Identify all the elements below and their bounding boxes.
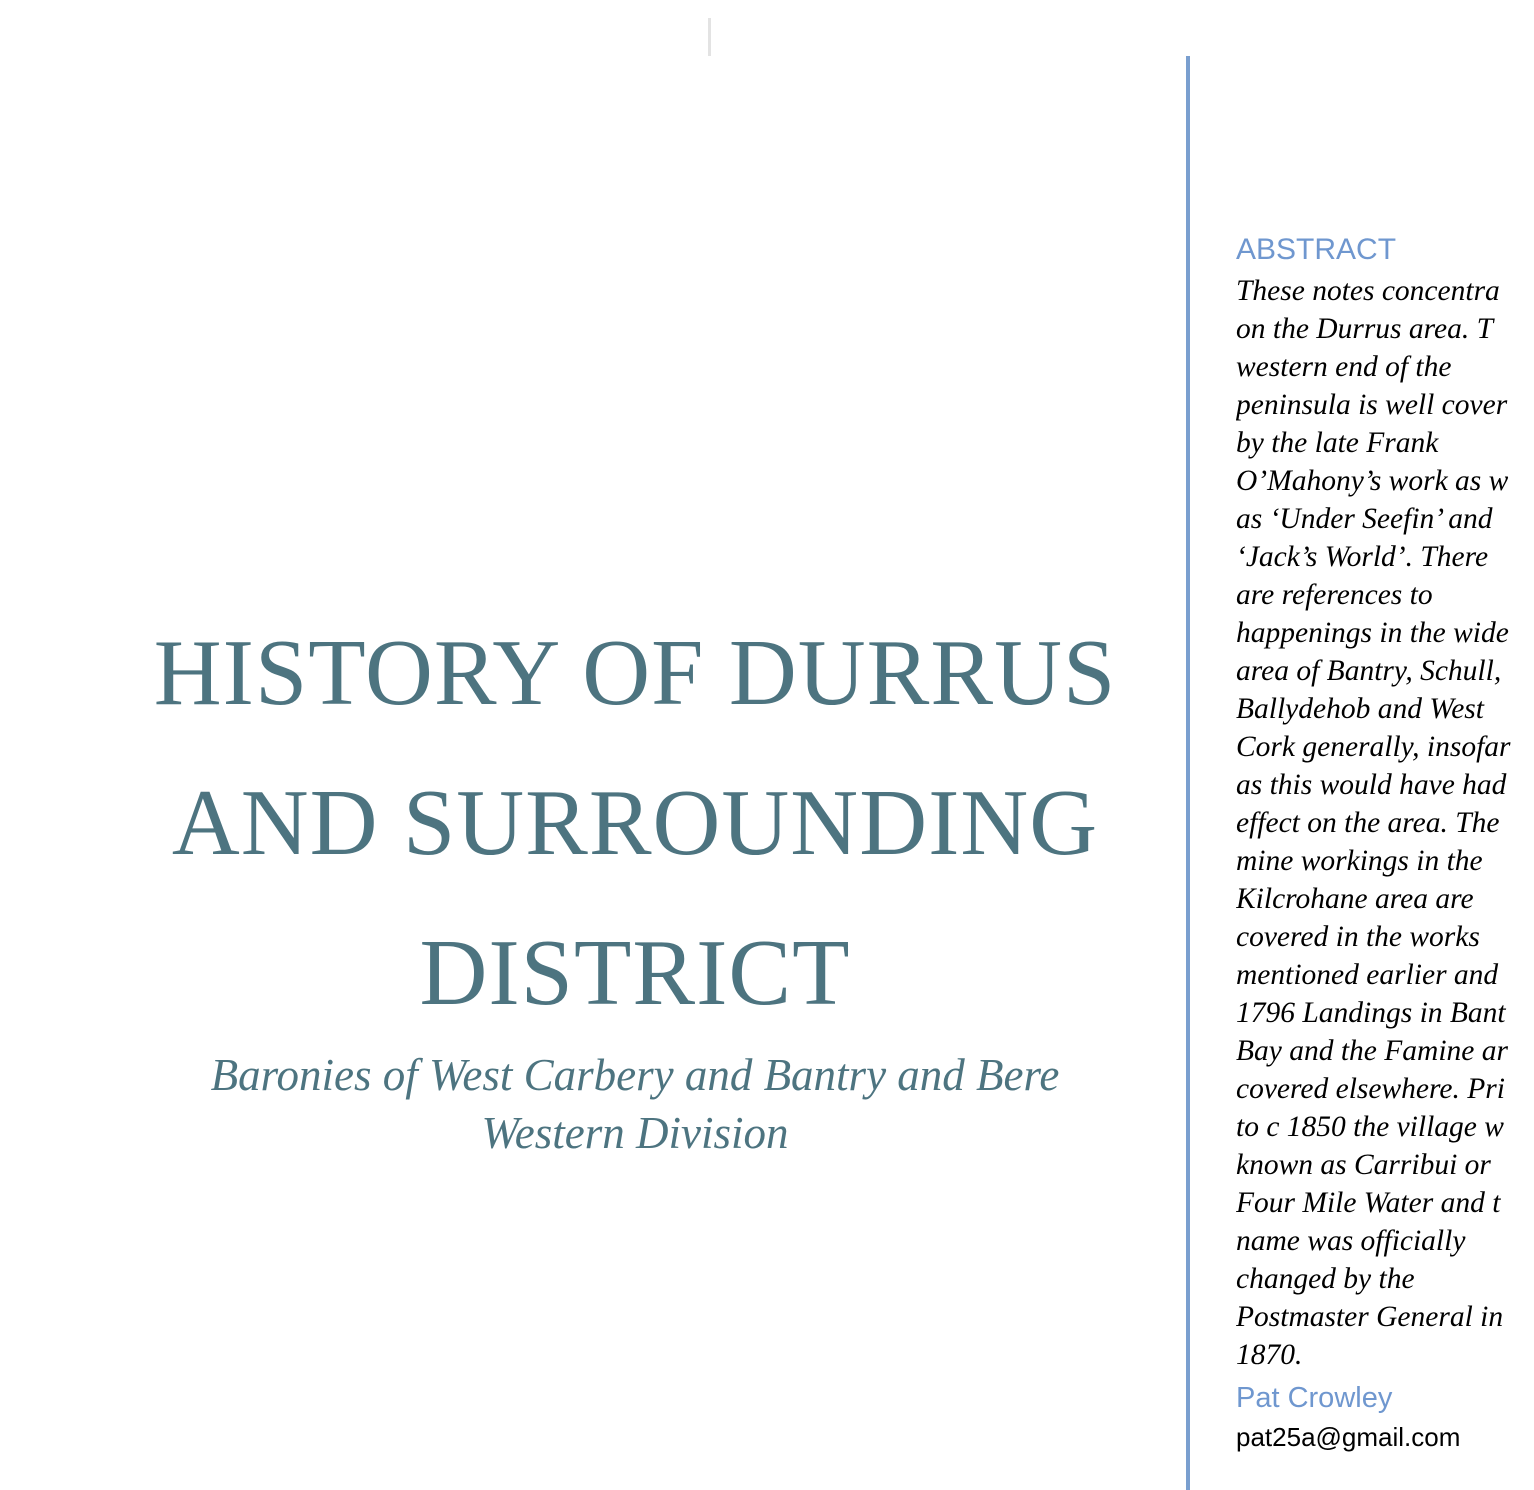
abstract-line: Cork generally, insofar [1236,731,1511,763]
abstract-line: area of Bantry, Schull, [1236,655,1502,687]
abstract-line: on the Durrus area. T [1236,313,1494,345]
abstract-line: are references to [1236,579,1433,611]
author-name: Pat Crowley [1236,1382,1393,1414]
abstract-line: These notes concentra [1236,275,1500,307]
abstract-line: by the late Frank [1236,427,1439,459]
abstract-line: mentioned earlier and [1236,959,1499,991]
abstract-line: Postmaster General in [1236,1301,1504,1333]
subtitle-line: Western Division [481,1108,789,1158]
title-block [120,598,1150,1048]
abstract-line: Ballydehob and West [1236,693,1484,725]
author-email: pat25a@gmail.com [1236,1422,1461,1452]
abstract-line: known as Carribui or [1236,1149,1491,1181]
abstract-line: mine workings in the [1236,845,1483,877]
abstract-line: happenings in the wide [1236,617,1509,649]
document-subtitle [120,1046,1150,1162]
abstract-line: covered in the works [1236,921,1480,953]
document-title [120,598,1150,1048]
abstract-line: name was officially [1236,1225,1466,1257]
subtitle-line: Baronies of West Carbery and Bantry and Bere [210,1050,1060,1100]
abstract-line: as ‘Under Seefin’ and [1236,503,1493,535]
title-line: DISTRICT [419,921,851,1025]
abstract-line: ‘Jack’s World’. There [1236,541,1489,573]
abstract-line: effect on the area. The [1236,807,1500,839]
abstract-line: to c 1850 the village w [1236,1111,1504,1143]
abstract-line: Kilcrohane area are [1236,883,1474,915]
abstract-line: covered elsewhere. Pri [1236,1073,1505,1105]
abstract-line: 1870. [1236,1339,1303,1371]
title-line: HISTORY OF DURRUS [153,621,1117,725]
abstract-line: as this would have had [1236,769,1507,801]
abstract-line: Bay and the Famine ar [1236,1035,1508,1067]
abstract-sidebar [1236,228,1534,1490]
text-cursor [708,18,711,56]
abstract-heading: ABSTRACT [1236,233,1397,266]
abstract-line: 1796 Landings in Bant [1236,997,1506,1029]
abstract-line: O’Mahony’s work as w [1236,465,1509,497]
abstract-line: western end of the [1236,351,1452,383]
title-line: AND SURROUNDING [171,771,1099,875]
abstract-line: peninsula is well cover [1236,389,1508,421]
abstract-body [1236,272,1534,1374]
sidebar-divider [1186,56,1190,1490]
abstract-line: changed by the [1236,1263,1415,1295]
abstract-line: Four Mile Water and t [1236,1187,1501,1219]
